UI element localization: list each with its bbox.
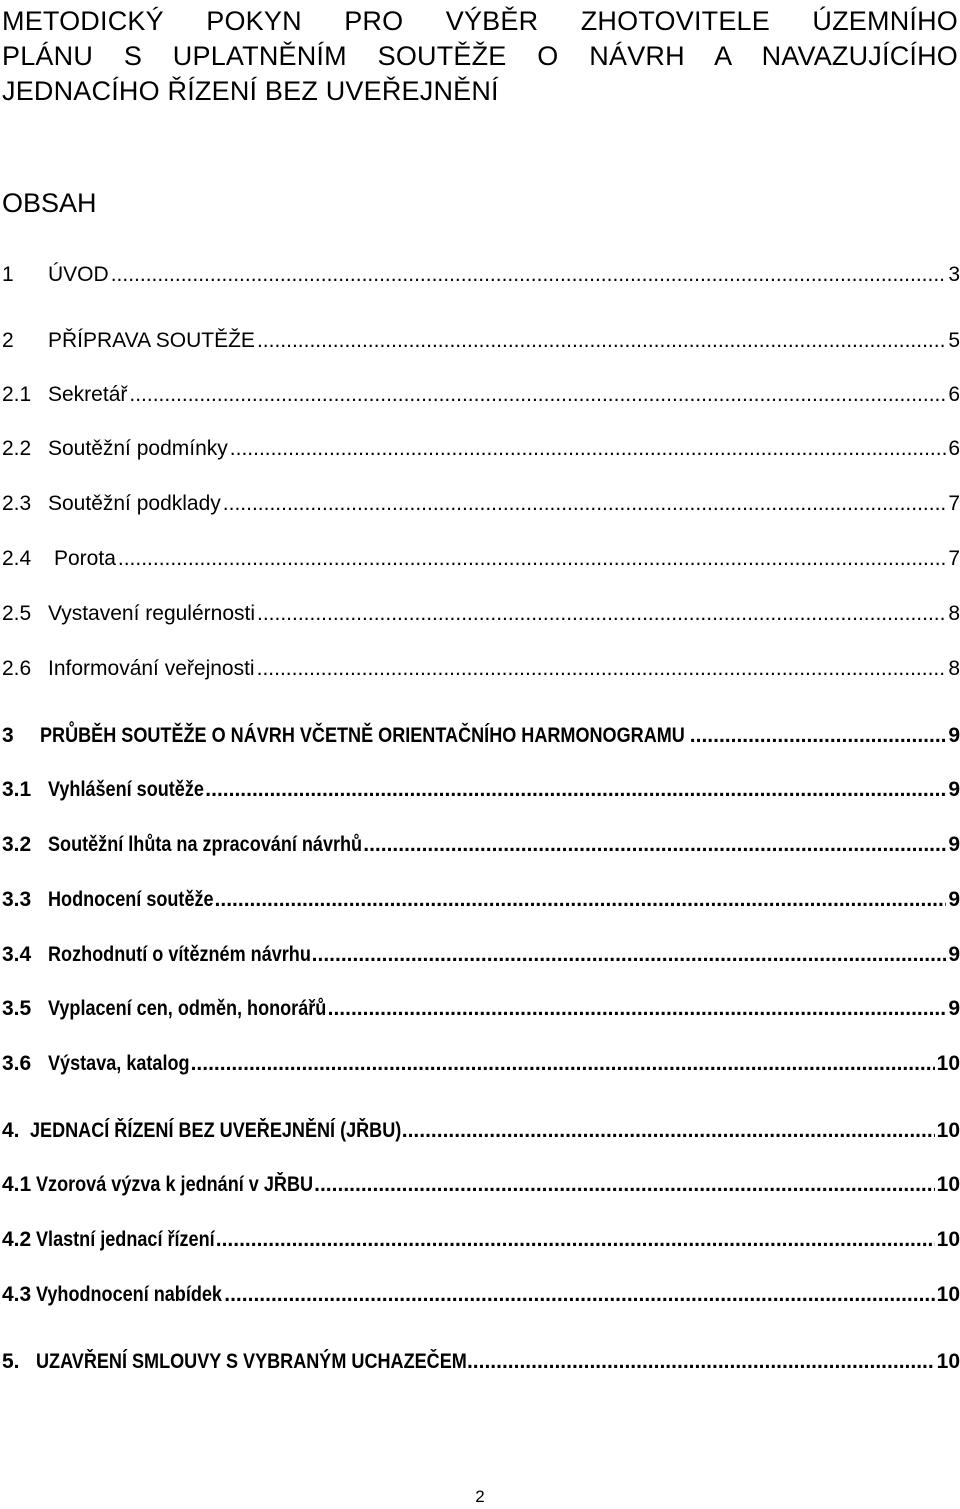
toc-number: 4.2 [2,1228,32,1251]
toc-leader [257,654,947,684]
toc-leader [363,830,946,860]
toc-label: ÚVOD [48,263,109,286]
toc-page-number: 10 [936,1052,960,1075]
toc-label: PŘÍPRAVA SOUTĚŽE [48,329,255,352]
toc-number: 2 [2,329,14,352]
toc-label: Vystavení regulérnosti [48,602,255,625]
toc-page-number: 9 [948,833,960,856]
toc-label: Soutěžní podklady [48,492,221,515]
toc-page-number: 10 [936,1119,960,1142]
toc-entry-3-4[interactable] [2,940,960,970]
toc-leader [690,721,947,751]
toc-page-number: 6 [948,383,960,406]
toc-leader [467,1347,935,1377]
toc-leader [118,544,946,574]
toc-leader [230,434,947,464]
toc-entry-2[interactable] [2,326,960,356]
toc-leader [257,326,946,356]
toc-leader [223,489,947,519]
toc-page-number: 9 [948,888,960,911]
toc-entry-1[interactable] [2,260,960,290]
toc-entry-3-1[interactable] [2,775,960,805]
toc-number: 3.6 [2,1052,32,1075]
toc-number: 4.1 [2,1173,32,1196]
toc-page-number: 8 [948,602,960,625]
title-line-3: JEDNACÍHO ŘÍZENÍ BEZ UVEŘEJNĚNÍ [2,76,499,106]
toc-label: Soutěžní lhůta na zpracování návrhů [48,833,363,856]
toc-entry-4[interactable] [2,1116,960,1146]
toc-page-number: 9 [948,997,960,1020]
toc-label: Vyhlášení soutěže [48,778,204,801]
title-line-1: METODICKÝ POKYN PRO VÝBĚR ZHOTOVITELE ÚZEMNÍHO [2,6,958,36]
toc-number: 3.4 [2,943,32,966]
toc-leader [257,599,946,629]
toc-number: 4.3 [2,1283,32,1306]
toc-entry-3-6[interactable] [2,1049,960,1079]
toc-label: Porota [54,547,116,570]
toc-label: Informování veřejnosti [48,657,255,680]
title-line-2: PLÁNU S UPLATNĚNÍM SOUTĚŽE O NÁVRH A NAVAZUJÍCÍHO [2,41,958,71]
toc-page-number: 7 [948,492,960,515]
toc-number: 3.2 [2,833,32,856]
toc-number: 3 [2,724,14,747]
toc-label: Hodnocení soutěže [48,888,214,911]
toc-page-number: 10 [936,1173,960,1196]
toc-number: 2.1 [2,383,32,406]
toc-page-number: 7 [948,547,960,570]
toc-page-number: 6 [948,437,960,460]
toc-number: 5. [2,1350,20,1373]
toc-label: Vzorová výzva k jednání v JŘBU [36,1173,314,1196]
toc-page-number: 9 [948,724,960,747]
toc-number: 3.5 [2,997,32,1020]
toc-leader [111,260,947,290]
toc-label: JEDNACÍ ŘÍZENÍ BEZ UVEŘEJNĚNÍ (JŘBU) [30,1119,402,1142]
toc-number: 2.2 [2,437,32,460]
toc-label: Výstava, katalog [48,1052,190,1075]
toc-leader [312,940,947,970]
toc-label: Soutěžní podmínky [48,437,228,460]
toc-entry-2-6[interactable] [2,654,960,684]
toc-label: Vlastní jednací řízení [36,1228,215,1251]
toc-number: 2.4 [2,547,32,570]
toc-entry-2-1[interactable] [2,380,960,410]
contents-heading: OBSAH [2,188,97,218]
toc-entry-4-2[interactable] [2,1225,960,1255]
toc-label: PRŮBĚH SOUTĚŽE O NÁVRH VČETNĚ ORIENTAČNÍHO HARMONOGRAMU [40,724,685,747]
document-title [2,4,958,109]
toc-entry-4-3[interactable] [2,1280,960,1310]
toc-entry-5[interactable] [2,1347,960,1377]
toc-leader [216,1225,935,1255]
toc-leader [402,1116,935,1146]
toc-number: 4. [2,1119,20,1142]
toc-number: 3.3 [2,888,32,911]
toc-label: Vyhodnocení nabídek [36,1283,222,1306]
toc-label: Sekretář [48,383,128,406]
toc-entry-3-3[interactable] [2,885,960,915]
toc-page-number: 8 [948,657,960,680]
toc-entry-4-1[interactable] [2,1170,960,1200]
toc-leader [224,1280,934,1310]
toc-leader [191,1049,935,1079]
toc-number: 1 [2,263,14,286]
toc-leader [314,1170,935,1200]
toc-page-number: 10 [936,1228,960,1251]
toc-leader [205,775,946,805]
toc-number: 2.3 [2,492,32,515]
toc-entry-3-5[interactable] [2,994,960,1024]
toc-label: Rozhodnutí o vítězném návrhu [48,943,311,966]
toc-leader [215,885,947,915]
toc-page-number: 9 [948,778,960,801]
toc-entry-2-5[interactable] [2,599,960,629]
toc-entry-3[interactable] [2,721,960,751]
toc-page-number: 3 [948,263,960,286]
toc-entry-2-2[interactable] [2,434,960,464]
toc-number: 3.1 [2,778,32,801]
toc-label: UZAVŘENÍ SMLOUVY S VYBRANÝM UCHAZEČEM [36,1350,467,1373]
toc-label: Vyplacení cen, odměn, honorářů [48,997,327,1020]
toc-leader [328,994,947,1024]
toc-entry-3-2[interactable] [2,830,960,860]
toc-page-number: 5 [948,329,960,352]
toc-entry-2-3[interactable] [2,489,960,519]
toc-number: 2.6 [2,657,32,680]
toc-page-number: 10 [936,1283,960,1306]
toc-leader [129,380,946,410]
toc-entry-2-4[interactable] [2,544,960,574]
toc-number: 2.5 [2,602,32,625]
toc-page-number: 9 [948,943,960,966]
toc-page-number: 10 [936,1350,960,1373]
page-number: 2 [475,1487,485,1506]
